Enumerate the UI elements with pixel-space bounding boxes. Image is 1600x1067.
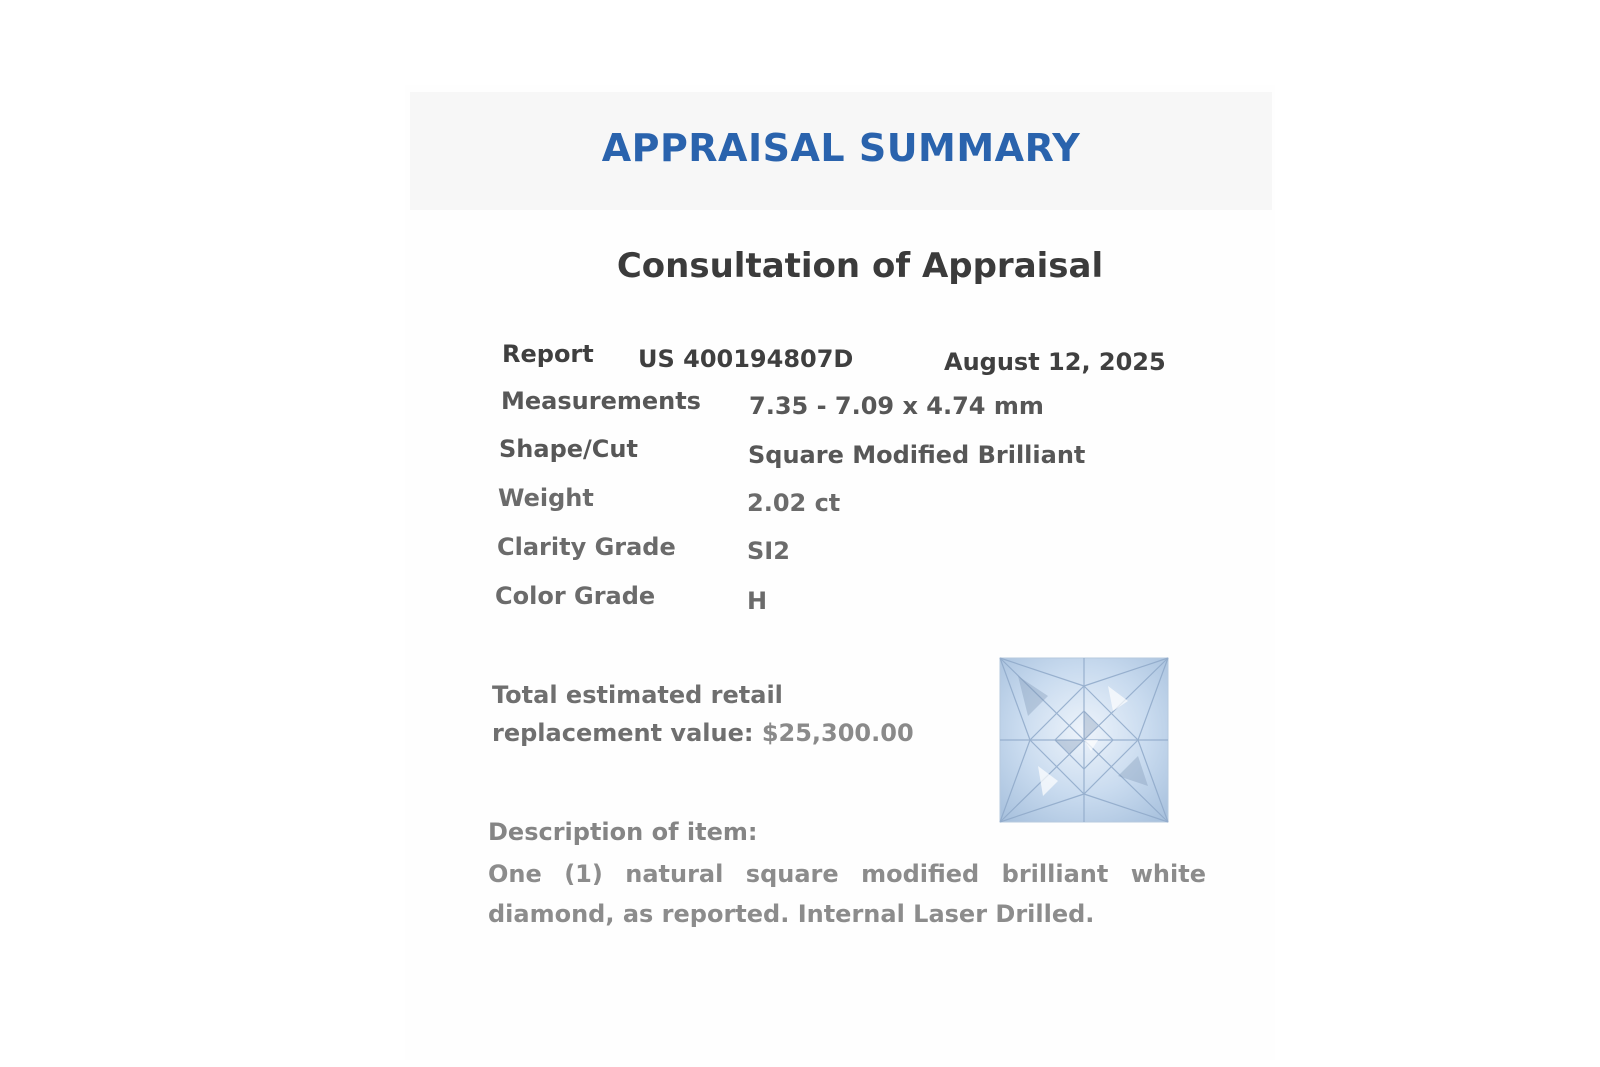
spec-value-measurements: 7.35 - 7.09 x 4.74 mm: [749, 392, 1044, 420]
document-subtitle: Consultation of Appraisal: [616, 246, 1104, 286]
spec-label-clarity-grade: Clarity Grade: [497, 533, 676, 561]
valuation-amount: $25,300.00: [761, 719, 914, 747]
document-title: APPRAISAL SUMMARY: [601, 126, 1081, 170]
spec-value-weight: 2.02 ct: [747, 489, 841, 517]
description-label: Description of item:: [488, 818, 758, 846]
spec-value-clarity-grade: SI2: [747, 537, 790, 565]
valuation-label: replacement value:: [492, 719, 754, 747]
spec-label-color-grade: Color Grade: [495, 582, 656, 610]
spec-value-color-grade: H: [747, 587, 768, 615]
valuation-line1: Total estimated retail: [492, 681, 783, 709]
spec-label-weight: Weight: [498, 484, 594, 512]
report-label: Report: [502, 340, 594, 368]
report-date: August 12, 2025: [944, 348, 1166, 376]
spec-label-measurements: Measurements: [501, 387, 701, 415]
diamond-image: [998, 656, 1170, 824]
spec-value-shape-cut: Square Modified Brilliant: [748, 441, 1086, 469]
description-text: One (1) natural square modified brilliant white diamond, as reported. Internal Laser Drilled.: [488, 860, 1206, 928]
report-number: US 400194807D: [638, 345, 854, 373]
spec-label-shape-cut: Shape/Cut: [499, 435, 638, 463]
valuation-line2: [492, 714, 914, 752]
valuation-block: [492, 676, 914, 752]
